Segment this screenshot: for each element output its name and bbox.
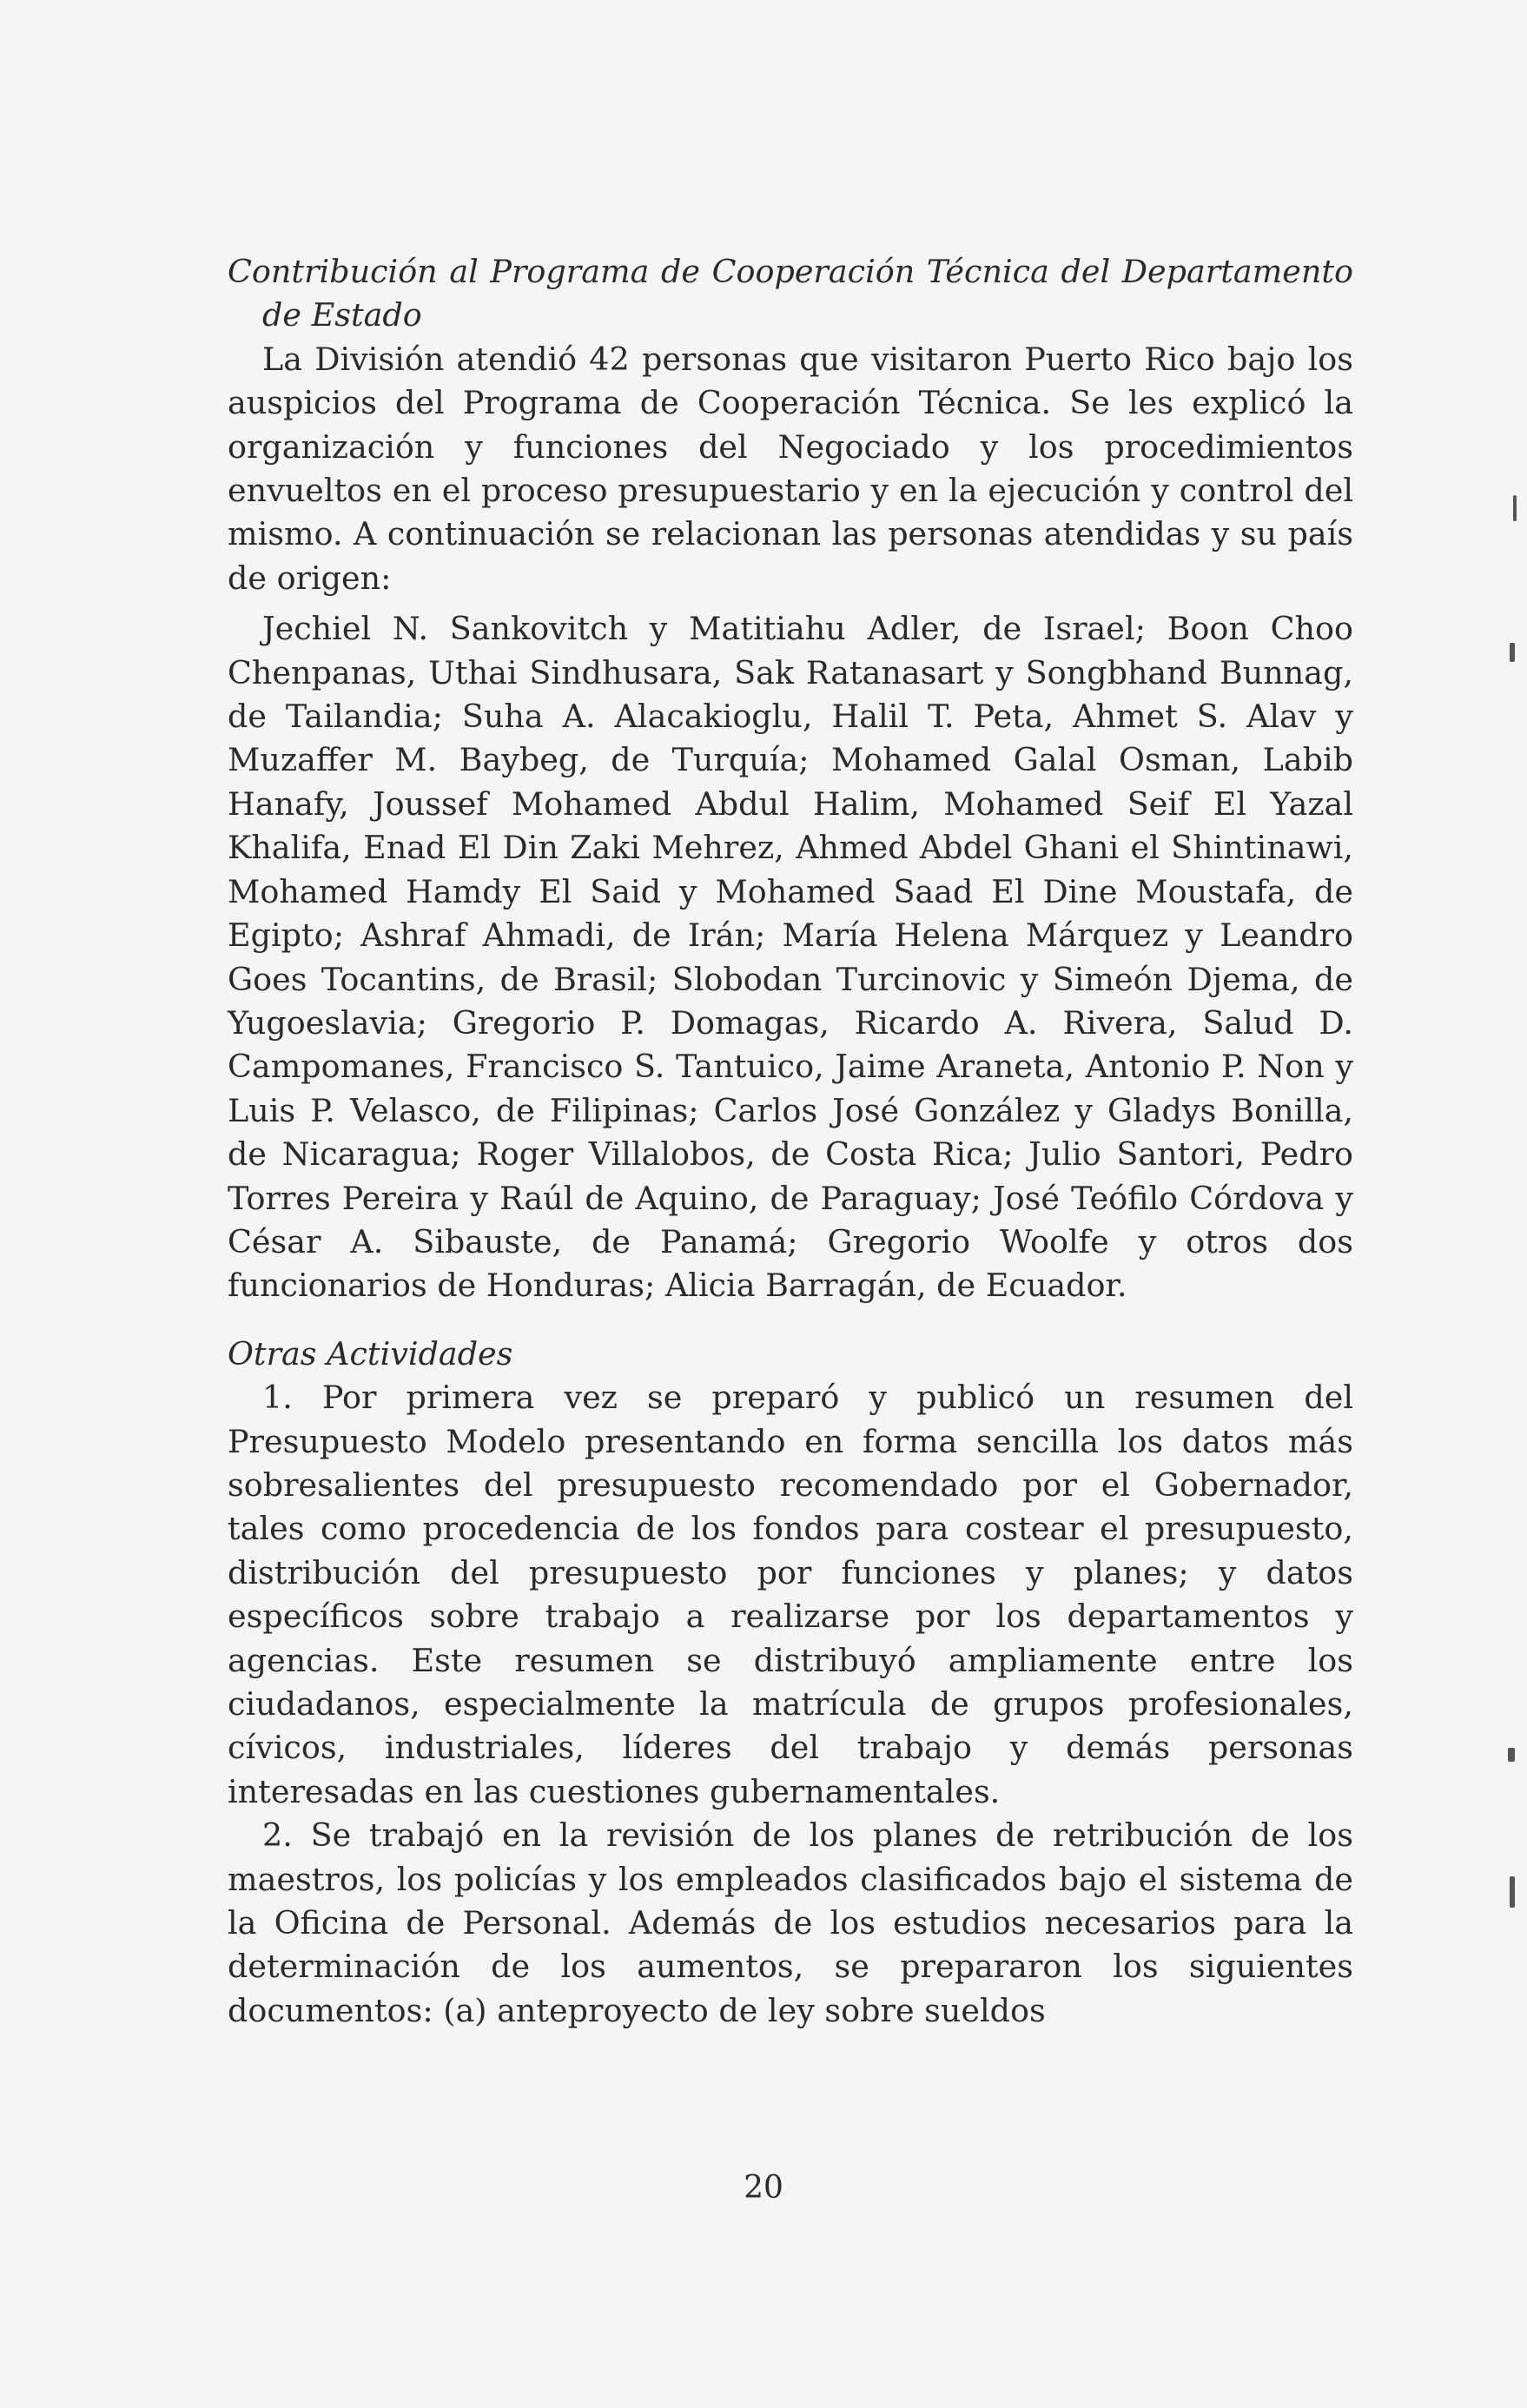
scan-mark xyxy=(1508,1748,1515,1762)
paragraph-item-2: 2. Se trabajó en la revisión de los planes de retribución de los maestros, los policías y los empleados clasificados bajo el sistema de la Oficina de Personal. Además de los estudios necesarios para la determinación de los aumentos, se prepararon los siguientes documentos: (a) anteproyecto de ley sobre sueldos xyxy=(228,1816,1353,2029)
section-heading-other-activities: Otras Actividades xyxy=(228,1334,513,1373)
scan-mark xyxy=(1510,1876,1515,1908)
spacer xyxy=(228,600,1353,607)
page-body xyxy=(228,250,1353,2033)
scan-mark xyxy=(1510,643,1515,662)
paragraph-item-1: 1. Por primera vez se preparó y publicó un resumen del Presupuesto Modelo presentando en forma sencilla los datos más sobresalientes del presupuesto recomendado por el Gobernador, tales como procedencia de los fondos para costear el presupuesto, distribución del presupuesto por funciones y planes; y datos específicos sobre trabajo a realizarse por los departamentos y agencias. Este resumen se distribuyó ampliamente entre los ciudadanos, especialmente la matrícula de grupos profesionales, cívicos, industriales, líderes del trabajo y demás personas interesadas en las cuestiones gubernamentales. xyxy=(228,1379,1353,1810)
paragraph-people-list: Jechiel N. Sankovitch y Matitiahu Adler, de Israel; Boon Choo Chenpanas, Uthai Sindhusara, Sak Ratanasart y Songbhand Bunnag, de Tailandia; Suha A. Alacakioglu, Halil T. Peta, Ahmet S. Alav y Muzaffer M. Baybeg, de Turquía; Mohamed Galal Osman, Labib Hanafy, Joussef Mohamed Abdul Halim, Mohamed Seif El Yazal Khalifa, Enad El Din Zaki Mehrez, Ahmed Abdel Ghani el Shintinawi, Mohamed Hamdy El Said y Mohamed Saad El Dine Moustafa, de Egipto; Ashraf Ahmadi, de Irán; María Helena Márquez y Leandro Goes Tocantins, de Brasil; Slobodan Turcinovic y Simeón Djema, de Yugoeslavia; Gregorio P. Domagas, Ricardo A. Rivera, Salud D. Campomanes, Francisco S. Tantuico, Jaime Araneta, Antonio P. Non y Luis P. Velasco, de Filipinas; Carlos José González y Gladys Bonilla, de Nicaragua; Roger Villalobos, de Costa Rica; Julio Santori, Pedro Torres Pereira y Raúl de Aquino, de Paraguay; José Teófilo Córdova y César A. Sibauste, de Panamá; Gregorio Woolfe y otros dos funcionarios de Honduras; Alicia Barragán, de Ecuador. xyxy=(228,610,1353,1305)
paragraph-intro: La División atendió 42 personas que visitaron Puerto Rico bajo los auspicios del Programa de Cooperación Técnica. Se les explicó la organización y funciones del Negociado y los procedimientos envueltos en el proceso presupuestario y en la ejecución y control del mismo. A continuación se relacionan las personas atendidas y su país de origen: xyxy=(228,340,1353,597)
page-number: 20 xyxy=(744,2170,783,2206)
section-heading-cooperation: Contribución al Programa de Cooperación Técnica del Departamento de Estado xyxy=(228,253,1353,334)
scan-mark xyxy=(1513,495,1517,521)
